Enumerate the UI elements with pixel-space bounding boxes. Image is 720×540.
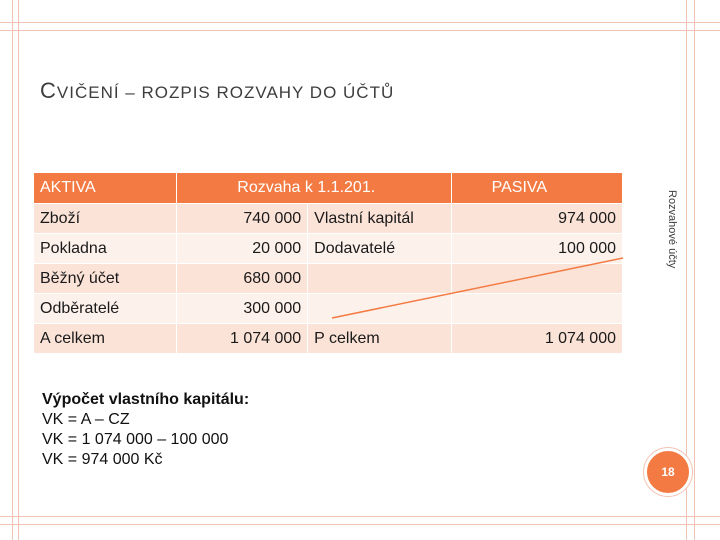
- calculation-block: [42, 390, 249, 470]
- empty-cells-diagonal: [330, 256, 625, 320]
- diagonal-line: [332, 258, 623, 318]
- frame-line: [0, 30, 720, 31]
- calculation-line: VK = A – CZ: [42, 411, 130, 428]
- title-initial: C: [40, 78, 57, 103]
- asset-label: Běžný účet: [34, 264, 177, 294]
- header-aktiva: AKTIVA: [34, 173, 177, 204]
- calculation-line: VK = 974 000 Kč: [42, 451, 163, 468]
- liability-value: 974 000: [452, 204, 623, 234]
- table-header: [34, 173, 623, 204]
- asset-value: 680 000: [177, 264, 308, 294]
- asset-label: Zboží: [34, 204, 177, 234]
- header-pasiva: PASIVA: [452, 173, 623, 204]
- asset-total-value: 1 074 000: [177, 324, 308, 354]
- frame-line: [0, 22, 720, 23]
- frame-line: [12, 0, 13, 540]
- asset-value: 20 000: [177, 234, 308, 264]
- asset-value: 740 000: [177, 204, 308, 234]
- liability-label: Vlastní kapitál: [308, 204, 451, 234]
- frame-line: [0, 524, 720, 525]
- side-label: Rozvahové účty: [666, 190, 678, 269]
- frame-line: [0, 516, 720, 517]
- table-row-total: [34, 324, 623, 354]
- calculation-line: VK = 1 074 000 – 100 000: [42, 431, 229, 448]
- calculation-heading: Výpočet vlastního kapitálu:: [42, 391, 250, 408]
- liability-total-label: P celkem: [308, 324, 451, 354]
- page-number-badge: 18: [644, 448, 692, 496]
- title-rest: VIČENÍ – ROZPIS ROZVAHY DO ÚČTŮ: [56, 83, 395, 102]
- asset-value: 300 000: [177, 294, 308, 324]
- frame-line: [694, 0, 695, 540]
- table-row: [34, 204, 623, 234]
- header-title: Rozvaha k 1.1.201.: [177, 173, 451, 204]
- frame-line: [18, 0, 19, 540]
- asset-total-label: A celkem: [34, 324, 177, 354]
- liability-label: Dodavatelé: [308, 234, 451, 264]
- liability-total-value: 1 074 000: [452, 324, 623, 354]
- asset-label: Odběratelé: [34, 294, 177, 324]
- liability-value: 100 000: [452, 234, 623, 264]
- slide-title: [40, 78, 394, 104]
- asset-label: Pokladna: [34, 234, 177, 264]
